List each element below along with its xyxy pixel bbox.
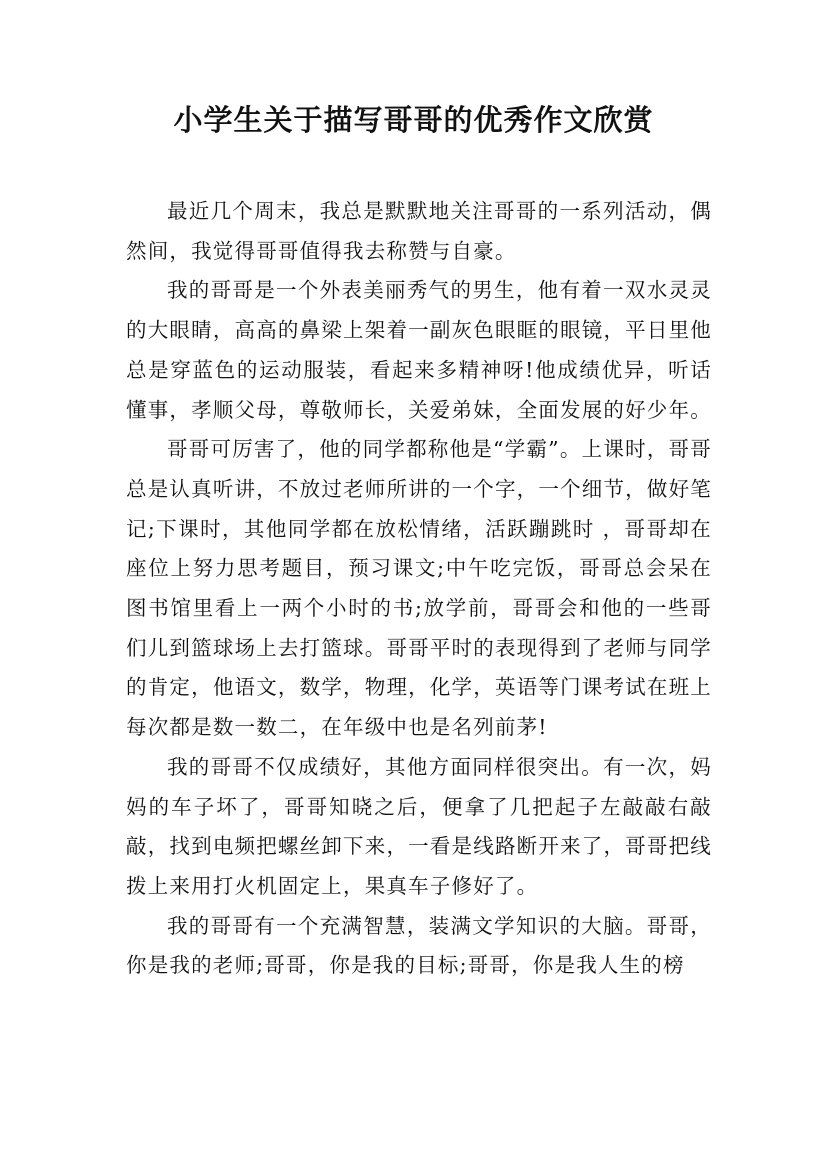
document-body [126, 192, 712, 986]
paragraph: 最近几个周末，我总是默默地关注哥哥的一系列活动，偶然间，我觉得哥哥值得我去称赞与自豪。 [126, 199, 712, 263]
paragraph: 哥哥可厉害了，他的同学都称他是“学霸”。上课时，哥哥总是认真听讲，不放过老师所讲的一个字，一个细节，做好笔记;下课时，其他同学都在放松情绪，活跃蹦跳时 ，哥哥却在座位上努力思考题目，预习课文;中午吃完饭，哥哥总会呆在图书馆里看上一两个小时的书;放学前，哥哥会和他的一些哥们儿到篮球场上去打篮球。哥哥平时的表现得到了老师与同学的肯定，他语文，数学，物理，化学，英语等门课考试在班上每次都是数一数二，在年级中也是名列前茅! [126, 437, 712, 740]
paragraph: 我的哥哥是一个外表美丽秀气的男生，他有着一双水灵灵的大眼睛，高高的鼻梁上架着一副灰色眼眶的眼镜，平日里他总是穿蓝色的运动服装，看起来多精神呀!他成绩优异，听话懂事，孝顺父母，尊敬师长，关爱弟妹，全面发展的好少年。 [126, 278, 712, 422]
document-title: 小学生关于描写哥哥的优秀作文欣赏 [173, 103, 654, 137]
paragraph: 我的哥哥有一个充满智慧，装满文学知识的大脑。哥哥，你是我的老师;哥哥，你是我的目标;哥哥，你是我人生的榜 [126, 913, 712, 978]
paragraph: 我的哥哥不仅成绩好，其他方面同样很突出。有一次，妈妈的车子坏了，哥哥知晓之后，便拿了几把起子左敲敲右敲敲，找到电频把螺丝卸下来，一看是线路断开来了，哥哥把线拨上来用打火机固定上，果真车子修好了。 [126, 754, 712, 898]
